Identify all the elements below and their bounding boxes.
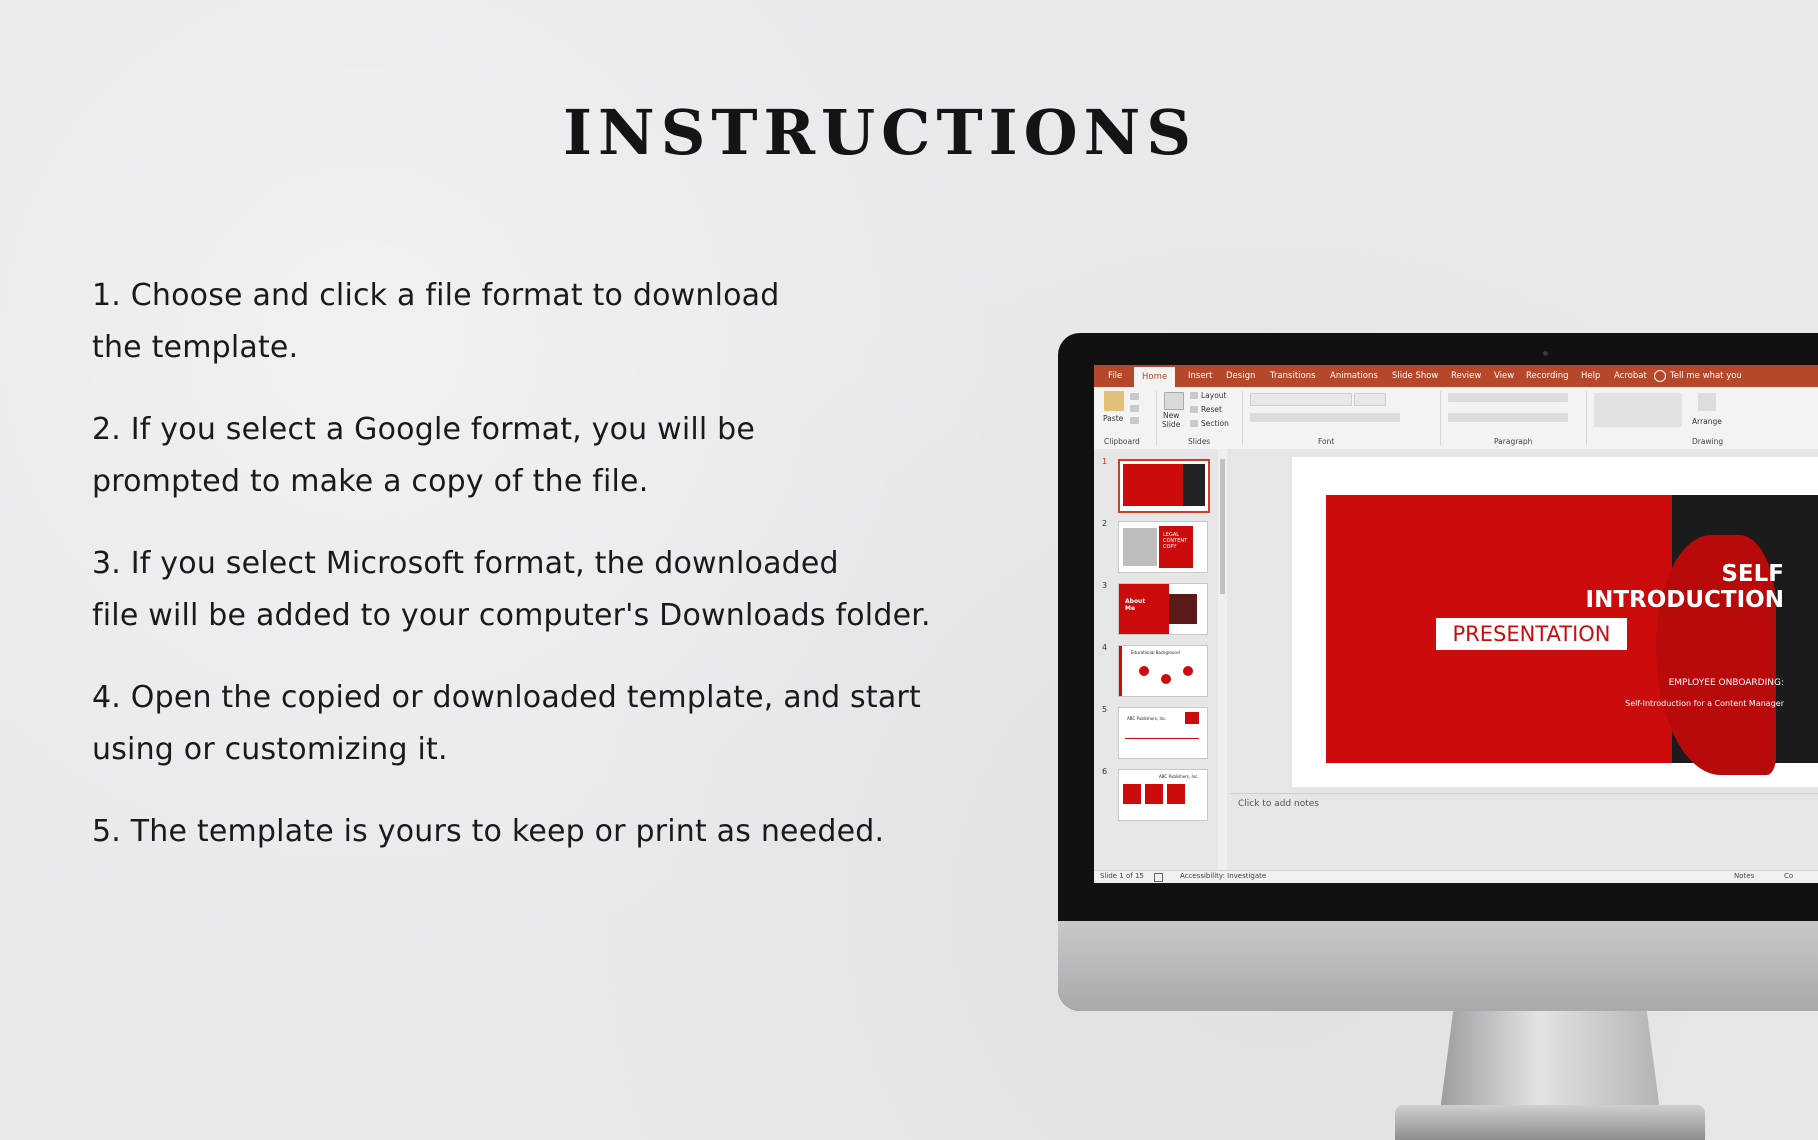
paragraph-buttons-bottom[interactable] <box>1448 413 1568 422</box>
powerpoint-window <box>1094 365 1818 882</box>
slide-thumbnail-3[interactable] <box>1118 583 1208 635</box>
slide-number: 4 <box>1102 643 1108 652</box>
slide-thumbnail-4[interactable] <box>1118 645 1208 697</box>
tab-acrobat[interactable]: Acrobat <box>1614 371 1647 381</box>
arrange-button[interactable]: Arrange <box>1692 417 1722 426</box>
thumb-text: About Me <box>1125 598 1146 612</box>
cut-icon[interactable] <box>1130 393 1139 400</box>
instruction-step-1: 1. Choose and click a file format to download the template. <box>92 278 780 365</box>
scrollbar-thumb[interactable] <box>1220 459 1225 594</box>
slide-title-panel <box>1326 495 1818 763</box>
font-name-field[interactable] <box>1250 393 1352 406</box>
slide-number: 1 <box>1102 457 1108 466</box>
notes-toggle[interactable]: Notes <box>1734 872 1755 880</box>
group-label-slides: Slides <box>1188 437 1211 446</box>
shapes-gallery[interactable] <box>1594 393 1682 427</box>
new-slide-icon[interactable] <box>1164 392 1184 410</box>
slide-thumbnail-pane <box>1094 449 1229 870</box>
thumb-text: LEGAL CONTENT COPY <box>1163 532 1188 550</box>
camera-dot <box>1543 351 1548 356</box>
current-slide[interactable] <box>1292 457 1818 787</box>
slide-number: 2 <box>1102 519 1108 528</box>
slide-subtitle-detail[interactable]: Self-Introduction for a Content Manager <box>1625 699 1784 708</box>
tab-slide-show[interactable]: Slide Show <box>1392 371 1439 381</box>
tab-home[interactable]: Home <box>1134 367 1175 387</box>
monitor-stand <box>1440 1011 1660 1111</box>
section-icon <box>1190 420 1198 427</box>
group-label-paragraph: Paragraph <box>1494 437 1533 446</box>
slide-number: 3 <box>1102 581 1108 590</box>
paste-icon[interactable] <box>1104 391 1124 411</box>
accessibility-status[interactable]: Accessibility: Investigate <box>1180 872 1267 880</box>
instruction-step-4: 4. Open the copied or downloaded template, and start using or customizing it. <box>92 680 921 767</box>
font-format-buttons[interactable] <box>1250 413 1400 422</box>
new-slide-button[interactable]: New Slide <box>1162 411 1181 429</box>
slide-number: 6 <box>1102 767 1108 776</box>
status-bar <box>1094 870 1818 883</box>
slide-title-box[interactable] <box>1436 618 1627 650</box>
instruction-list <box>92 270 972 888</box>
monitor-stand-base <box>1395 1105 1705 1140</box>
instruction-step-3: 3. If you select Microsoft format, the downloaded file will be added to your computer's Downloads folder. <box>92 546 931 633</box>
paste-button[interactable]: Paste <box>1103 414 1124 423</box>
ribbon-home <box>1094 387 1818 450</box>
slide-editing-area <box>1230 449 1818 870</box>
reset-button[interactable]: Reset <box>1201 405 1222 414</box>
instruction-step-2: 2. If you select a Google format, you will be prompted to make a copy of the file. <box>92 412 756 499</box>
notes-divider <box>1230 793 1818 794</box>
tell-me-search[interactable]: Tell me what you <box>1670 371 1742 381</box>
layout-icon <box>1190 392 1198 399</box>
tab-file[interactable]: File <box>1108 371 1123 381</box>
thumb-text: ABC Publishers, Inc. <box>1127 716 1167 721</box>
slide-title-line-2[interactable]: INTRODUCTION <box>1585 587 1784 613</box>
thumb-text: Educational Background <box>1131 650 1180 655</box>
slide-title-line-3: PRESENTATION <box>1452 622 1611 646</box>
slide-title-line-1[interactable]: SELF <box>1721 561 1784 587</box>
group-label-clipboard: Clipboard <box>1104 437 1140 446</box>
slide-thumbnail-5[interactable] <box>1118 707 1208 759</box>
monitor-chin <box>1058 921 1818 1011</box>
tab-help[interactable]: Help <box>1581 371 1601 381</box>
reset-icon <box>1190 406 1198 413</box>
tab-transitions[interactable]: Transitions <box>1270 371 1316 381</box>
slide-number: 5 <box>1102 705 1108 714</box>
arrange-icon[interactable] <box>1698 393 1716 411</box>
monitor <box>1058 333 1818 1011</box>
tab-design[interactable]: Design <box>1226 371 1256 381</box>
comments-toggle[interactable]: Co <box>1784 872 1794 880</box>
slide-subtitle[interactable]: EMPLOYEE ONBOARDING: <box>1668 678 1784 688</box>
page-title: INSTRUCTIONS <box>562 96 1198 169</box>
tab-recording[interactable]: Recording <box>1526 371 1569 381</box>
format-painter-icon[interactable] <box>1130 417 1139 424</box>
thumb-text: ABC Publishers, Inc. <box>1159 774 1199 779</box>
ribbon-tab-bar <box>1094 365 1818 387</box>
slide-thumbnail-1[interactable] <box>1118 459 1210 513</box>
lightbulb-icon <box>1654 370 1666 382</box>
paragraph-buttons-top[interactable] <box>1448 393 1568 402</box>
copy-icon[interactable] <box>1130 405 1139 412</box>
tab-insert[interactable]: Insert <box>1188 371 1213 381</box>
layout-button[interactable]: Layout <box>1201 391 1227 400</box>
group-label-font: Font <box>1318 437 1335 446</box>
group-label-drawing: Drawing <box>1692 437 1724 446</box>
notes-pane[interactable]: Click to add notes <box>1238 799 1319 809</box>
tab-view[interactable]: View <box>1494 371 1515 381</box>
section-button[interactable]: Section <box>1201 419 1229 428</box>
spellcheck-icon[interactable] <box>1154 873 1163 882</box>
thumbnail-scrollbar[interactable] <box>1218 449 1227 870</box>
font-size-field[interactable] <box>1354 393 1386 406</box>
slide-thumbnail-6[interactable] <box>1118 769 1208 821</box>
slide-thumbnail-2[interactable] <box>1118 521 1208 573</box>
slide-counter: Slide 1 of 15 <box>1100 872 1144 880</box>
tab-animations[interactable]: Animations <box>1330 371 1378 381</box>
tab-review[interactable]: Review <box>1451 371 1482 381</box>
instruction-step-5: 5. The template is yours to keep or print as needed. <box>92 814 885 849</box>
